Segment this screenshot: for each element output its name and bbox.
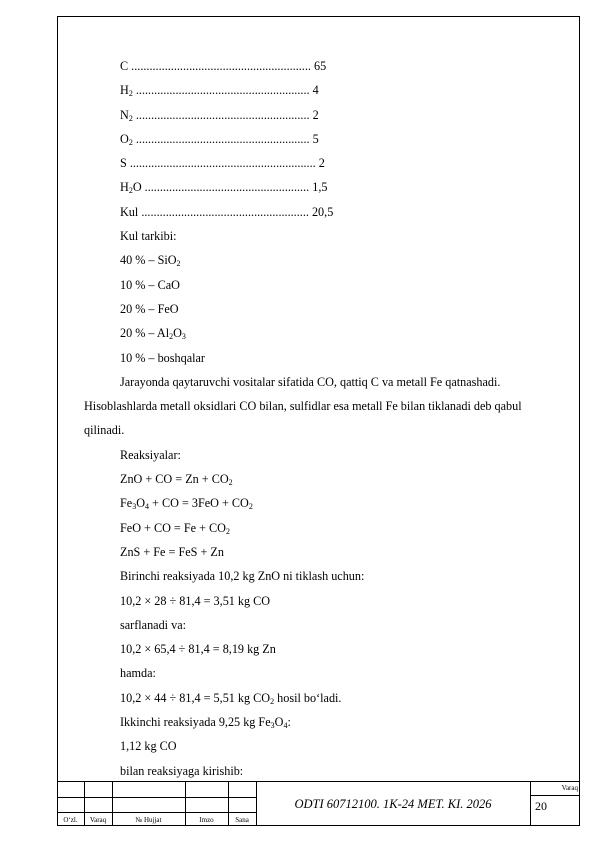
ash-line-feo: 20 % – FeO [120, 301, 179, 316]
composition-line-s: S ............................................................. 2 [120, 156, 325, 171]
calc-text-2: hamda: [120, 666, 156, 681]
title-block [57, 781, 580, 826]
ash-line-al2o3: 20 % – $Al_2O_3$ [120, 326, 186, 342]
calc-second-reaction: Ikkinchi reaksiyada 9,25 kg $Fe_3O_4$: [120, 715, 291, 731]
calc-text-3: bilan reaksiyaga kirishib: [120, 763, 244, 778]
stamp-row-line [57, 812, 256, 813]
document-code: ODTI 60712100. 1K-24 MET. KI. 2026 [294, 797, 492, 811]
page-number: 20 [535, 799, 547, 813]
reaction-3: FeO + CO = $Fe + CO_2$ [120, 520, 230, 536]
document-body [84, 54, 554, 783]
stamp-row-line [530, 795, 580, 796]
reactions-heading: Reaksiyalar: [120, 447, 181, 462]
calc-text-1: sarflanadi va: [120, 617, 186, 632]
reaction-4: ZnS + Fe = FeS + Zn [120, 544, 224, 559]
calc-co2: 10,2 × 44 ÷ 81,4 = 5,51 kg $CO_2$ hosil bo‘ladi. [120, 690, 342, 706]
ash-line-sio2: 40 % – SiO$_2$ [120, 253, 181, 269]
reaction-1: ZnO + CO = $Zn + CO_2$ [120, 472, 233, 488]
composition-line-o2: $O_2$ ......................................................... 5 [120, 131, 319, 147]
process-paragraph: Jarayonda qaytaruvchi vositalar sifatida CO, qattiq C va metall Fe qatnashadi. Hisoblashlarda metall oksidlari CO bilan, sulfidlar esa metall Fe bilan tiklanadi deb qabul qilinadi. [84, 374, 522, 438]
calc-co-amount: 1,12 kg CO [120, 739, 177, 754]
stamp-label-imzo: Imzo [199, 816, 214, 824]
stamp-label-ozl: O‘zl. [63, 816, 78, 824]
composition-line-h2o: $H_2O$ ...................................................... 1,5 [120, 180, 328, 196]
ash-line-cao: 10 % – CaO [120, 277, 180, 292]
ash-line-other: 10 % – boshqalar [120, 350, 205, 365]
stamp-label-sana: Sana [235, 816, 249, 824]
reaction-2: $Fe_3O_4$ + CO = $3FeO + CO_2$ [120, 496, 253, 512]
calc-zn: 10,2 × 65,4 ÷ 81,4 = 8,19 kg Zn [120, 642, 276, 657]
stamp-label-hujjat: № Hujjat [135, 816, 162, 824]
composition-line-c: C ........................................................... 65 [120, 59, 327, 73]
stamp-row-line [57, 797, 256, 798]
ash-composition-heading: Kul tarkibi: [120, 229, 177, 244]
calc-co: 10,2 × 28 ÷ 81,4 = 3,51 kg CO [120, 593, 271, 608]
sheet-label: Varaq [561, 784, 578, 792]
composition-line-n2: $N_2$ ......................................................... 2 [120, 107, 319, 123]
composition-line-h2: $H_2$ ......................................................... 4 [120, 83, 319, 99]
stamp-label-varaq: Varaq [89, 816, 107, 824]
composition-line-kul: Kul ....................................................... 20,5 [120, 204, 334, 219]
calc-intro: Birinchi reaksiyada 10,2 kg ZnO ni tiklash uchun: [120, 569, 365, 584]
